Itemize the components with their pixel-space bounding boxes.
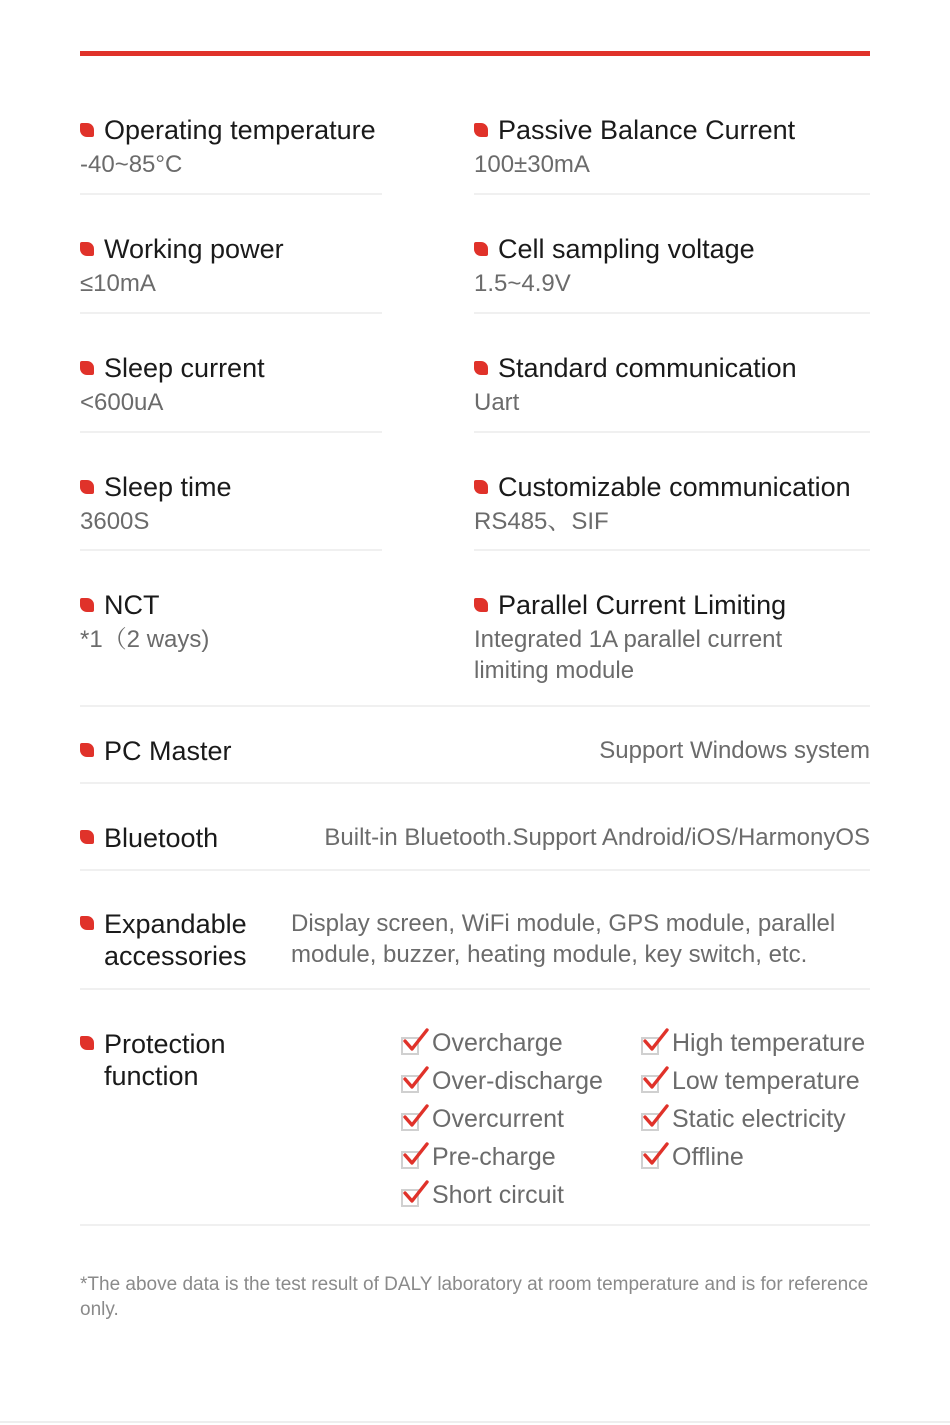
protection-item — [641, 1100, 865, 1138]
red-bullet-icon — [474, 480, 488, 494]
protection-item — [401, 1024, 603, 1062]
protection-item — [641, 1062, 865, 1100]
protection-function-heading — [80, 1028, 260, 1092]
protection-item-label: Pre-charge — [432, 1142, 556, 1171]
protection-item — [401, 1100, 603, 1138]
protection-item — [641, 1024, 865, 1062]
spec-label: Cell sampling voltage — [498, 234, 755, 264]
divider — [80, 869, 870, 871]
divider — [80, 782, 870, 784]
spec-parallel-current-limiting — [474, 590, 814, 686]
spec-label: Working power — [104, 234, 284, 264]
pc-master-label: PC Master — [104, 736, 232, 766]
divider — [80, 1224, 870, 1226]
spec-value: <600uA — [80, 389, 164, 416]
spec-label: Sleep time — [104, 472, 232, 502]
spec-value: RS485、SIF — [474, 508, 609, 535]
protection-list-right — [641, 1024, 865, 1176]
expandable-accessories-label: Expandable accessories — [104, 909, 247, 971]
red-bullet-icon — [80, 916, 94, 930]
red-bullet-icon — [474, 242, 488, 256]
protection-item-label: Static electricity — [672, 1104, 846, 1133]
spec-sleep-time — [80, 472, 232, 537]
protection-item — [401, 1138, 603, 1176]
red-bullet-icon — [474, 361, 488, 375]
spec-operating-temperature — [80, 115, 376, 180]
protection-item — [401, 1176, 603, 1214]
protection-item-label: Short circuit — [432, 1180, 564, 1209]
divider — [474, 312, 870, 314]
divider — [80, 312, 382, 314]
red-checkmark-icon — [401, 1184, 423, 1206]
bluetooth-heading — [80, 822, 218, 854]
expandable-accessories-value: Display screen, WiFi module, GPS module, parallel module, buzzer, heating module, key switch, etc. — [291, 910, 836, 968]
spec-label: Sleep current — [104, 353, 265, 383]
footnote: *The above data is the test result of DALY laboratory at room temperature and is for reference only. — [80, 1274, 869, 1320]
red-checkmark-icon — [641, 1070, 663, 1092]
bluetooth-value: Built-in Bluetooth.Support Android/iOS/HarmonyOS — [324, 824, 870, 851]
divider — [80, 431, 382, 433]
spec-label: Customizable communication — [498, 472, 851, 502]
protection-item-label: Overcharge — [432, 1028, 563, 1057]
spec-label: NCT — [104, 590, 160, 620]
red-checkmark-icon — [401, 1032, 423, 1054]
spec-value: -40~85°C — [80, 151, 183, 178]
spec-value: Integrated 1A parallel current limiting module — [474, 626, 783, 684]
divider — [80, 705, 870, 707]
red-bullet-icon — [80, 480, 94, 494]
spec-value: ≤10mA — [80, 270, 156, 297]
protection-list-left — [401, 1024, 603, 1214]
protection-item-label: Low temperature — [672, 1066, 860, 1095]
protection-item — [641, 1138, 865, 1176]
divider — [80, 549, 382, 551]
red-bullet-icon — [80, 1036, 94, 1050]
spec-value: 1.5~4.9V — [474, 270, 571, 297]
spec-label: Passive Balance Current — [498, 115, 796, 145]
protection-item-label: Over-discharge — [432, 1066, 603, 1095]
spec-passive-balance-current — [474, 115, 795, 180]
red-bullet-icon — [80, 830, 94, 844]
red-bullet-icon — [80, 598, 94, 612]
divider — [474, 549, 870, 551]
spec-value: Uart — [474, 389, 520, 416]
spec-nct — [80, 590, 209, 655]
spec-label: Operating temperature — [104, 115, 376, 145]
spec-sleep-current — [80, 353, 265, 418]
red-bullet-icon — [80, 123, 94, 137]
protection-item-label: Overcurrent — [432, 1104, 564, 1133]
divider — [80, 193, 382, 195]
red-bullet-icon — [80, 242, 94, 256]
top-accent-bar — [80, 51, 870, 56]
divider — [80, 988, 870, 990]
protection-function-label: Protection function — [104, 1029, 226, 1091]
spec-value: 3600S — [80, 508, 150, 535]
spec-customizable-communication — [474, 472, 851, 537]
spec-label: Parallel Current Limiting — [498, 590, 787, 620]
divider — [474, 193, 870, 195]
pc-master-value: Support Windows system — [599, 737, 870, 764]
red-checkmark-icon — [401, 1146, 423, 1168]
red-checkmark-icon — [401, 1070, 423, 1092]
protection-item — [401, 1062, 603, 1100]
protection-item-label: Offline — [672, 1142, 744, 1171]
red-checkmark-icon — [641, 1146, 663, 1168]
red-checkmark-icon — [641, 1032, 663, 1054]
pc-master-heading — [80, 735, 232, 767]
red-checkmark-icon — [641, 1108, 663, 1130]
red-bullet-icon — [474, 598, 488, 612]
spec-standard-communication — [474, 353, 797, 418]
protection-item-label: High temperature — [672, 1028, 866, 1057]
bluetooth-label: Bluetooth — [104, 823, 219, 853]
expandable-accessories-heading — [80, 908, 260, 972]
divider — [474, 431, 870, 433]
red-checkmark-icon — [401, 1108, 423, 1130]
spec-cell-sampling-voltage — [474, 234, 755, 299]
bottom-divider — [0, 1421, 950, 1423]
red-bullet-icon — [80, 361, 94, 375]
red-bullet-icon — [80, 743, 94, 757]
spec-value: 100±30mA — [474, 151, 590, 178]
spec-value: *1（2 ways) — [80, 626, 210, 653]
spec-label: Standard communication — [498, 353, 797, 383]
red-bullet-icon — [474, 123, 488, 137]
spec-working-power — [80, 234, 284, 299]
